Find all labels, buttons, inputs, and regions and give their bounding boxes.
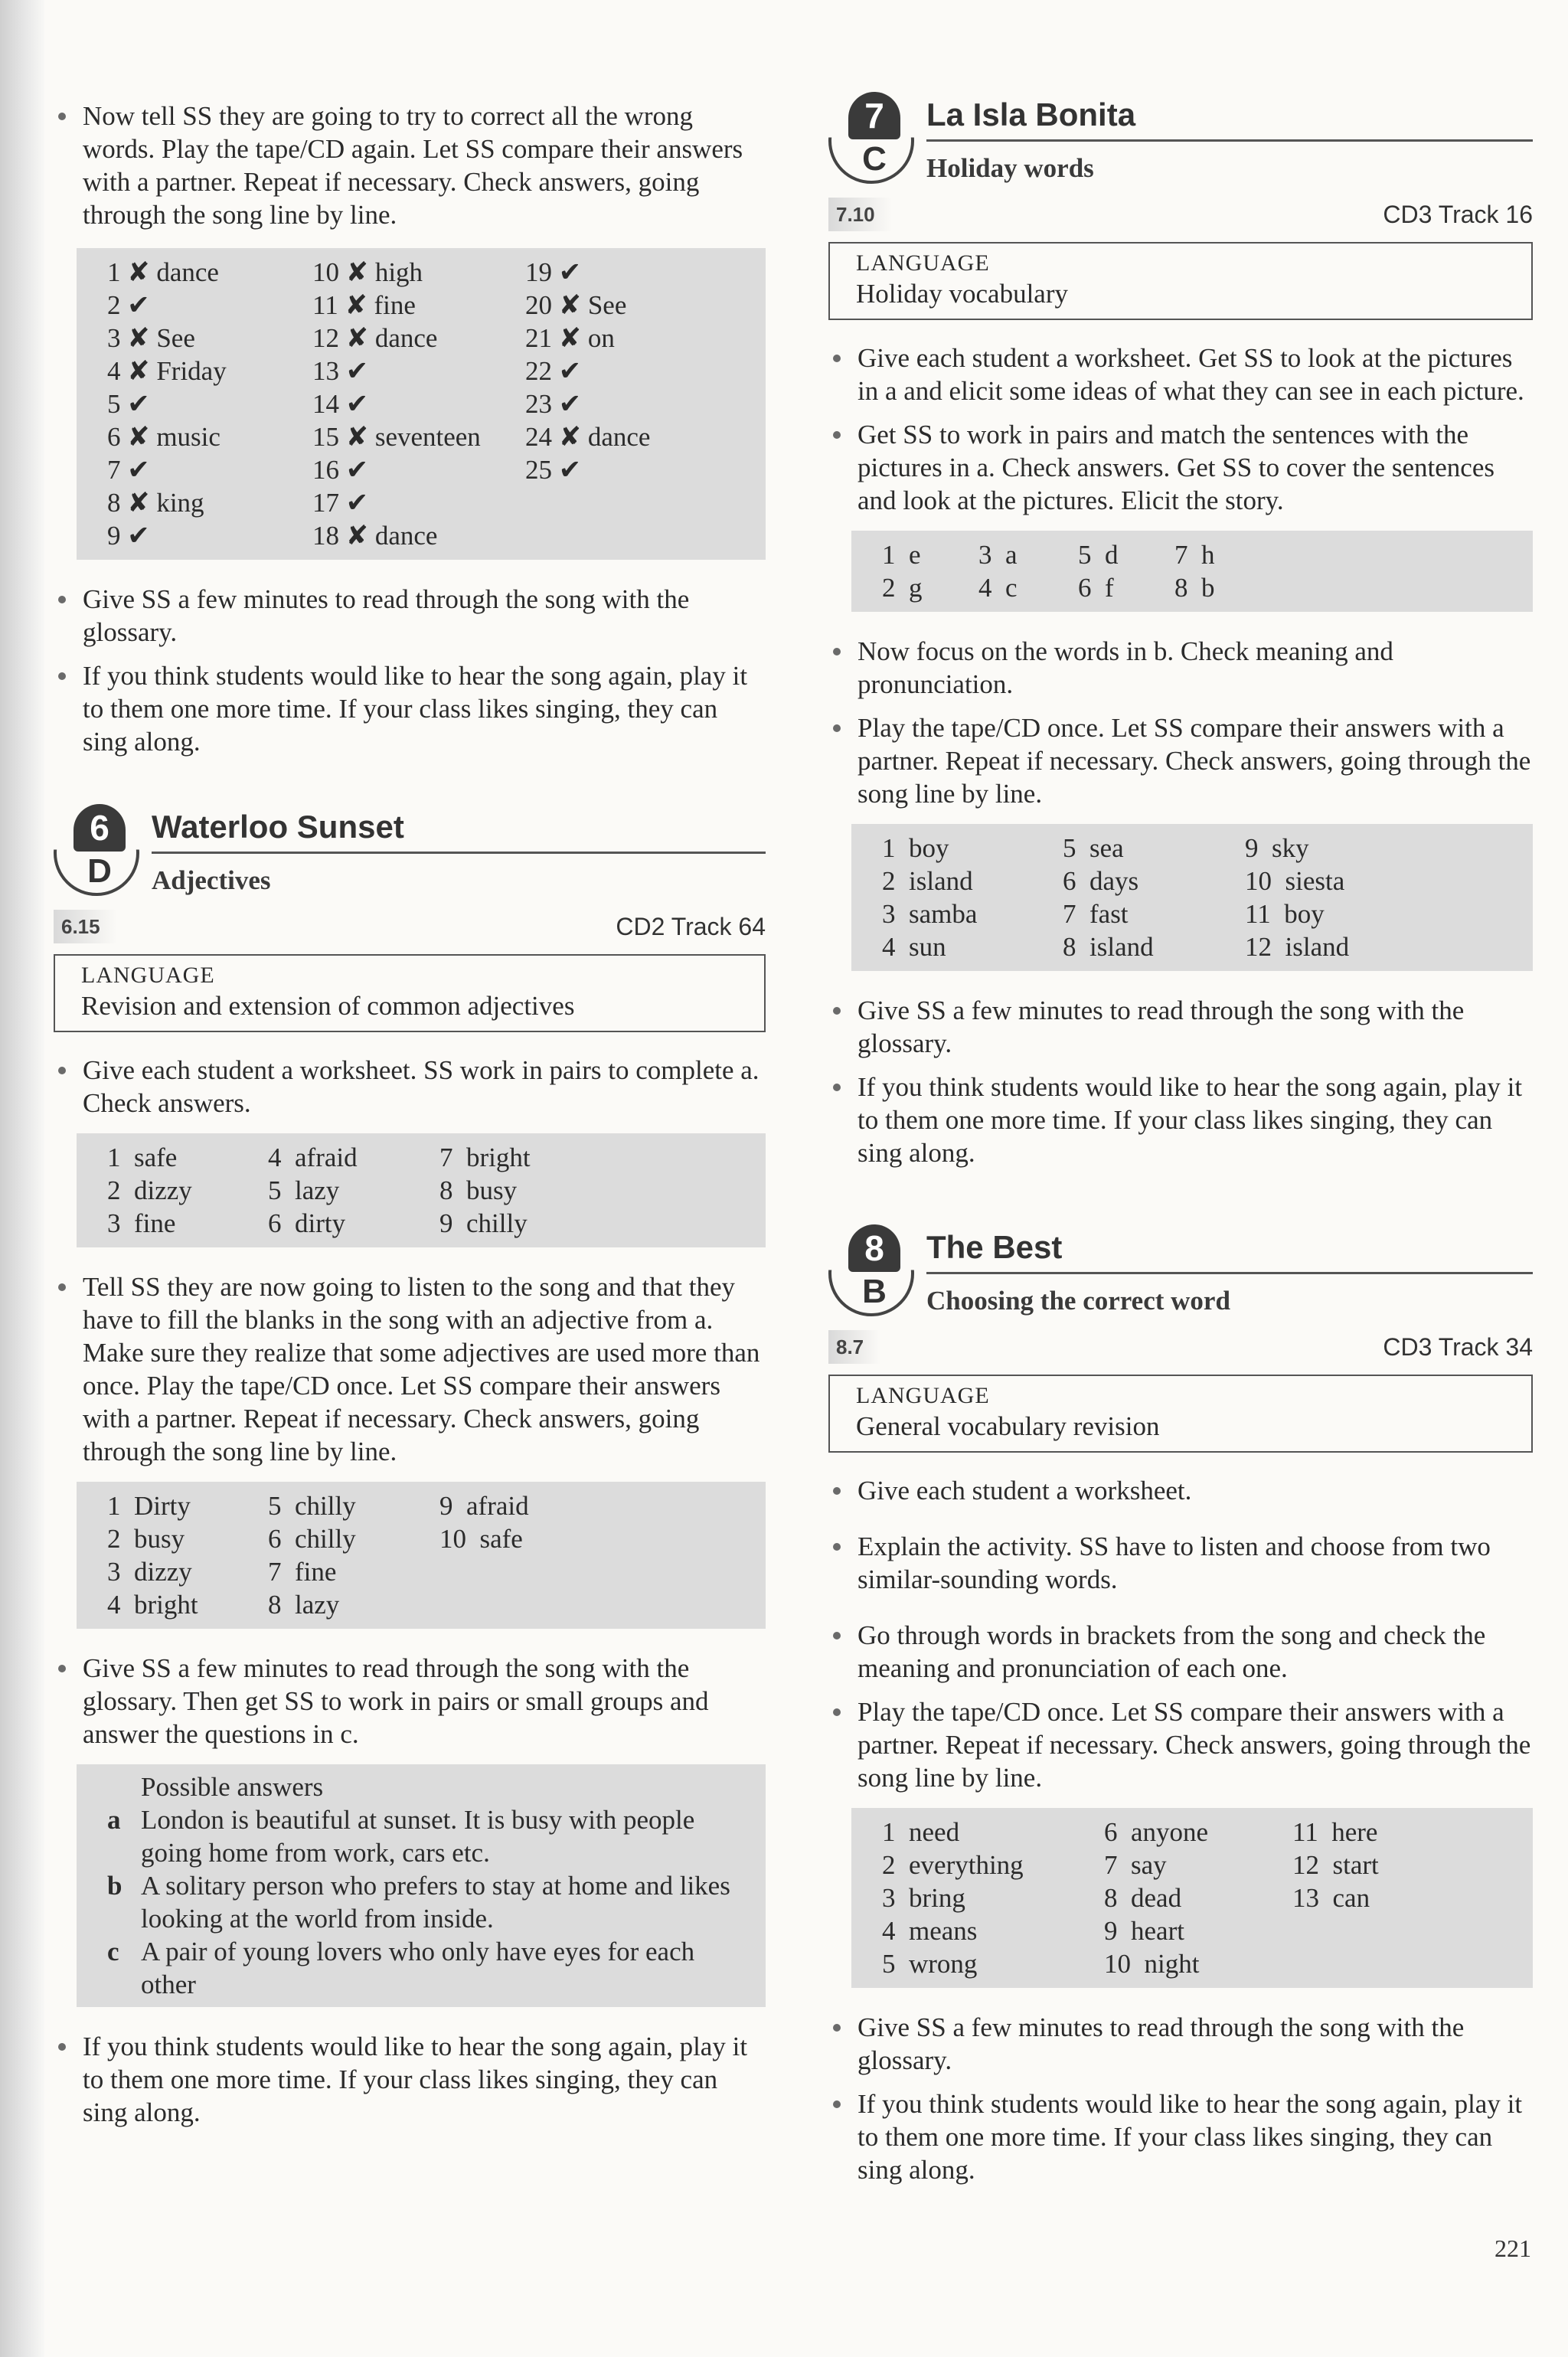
track-code: 7.10 [828, 198, 892, 231]
possible-answer [107, 1935, 747, 2001]
answer-item: 12 island [1245, 932, 1350, 962]
answer-item: 5 sea [1063, 833, 1124, 863]
possible-answer [107, 1869, 747, 1935]
track-row [828, 198, 1533, 231]
answer-item: 5 lazy [268, 1175, 340, 1205]
answer-item: 8 ✘ king [107, 488, 204, 518]
answer-letter: c [107, 1937, 119, 1966]
answer-item: 2 island [882, 866, 973, 896]
section-letter: B [862, 1273, 887, 1310]
bullet-glossary: Give SS a few minutes to read through the song with the glossary. [54, 583, 766, 649]
answer-item: 8 busy [439, 1175, 518, 1205]
answer-item: 1 need [882, 1817, 960, 1847]
answer-item: 1 safe [107, 1143, 178, 1172]
track-row [828, 1330, 1533, 1364]
language-box [828, 1375, 1533, 1453]
right-column [828, 92, 1533, 2197]
answer-col-3 [1245, 832, 1514, 963]
bullet-8-3: Go through words in brackets from the song and check the meaning and pronunciation of each one. [828, 1619, 1533, 1685]
bullet-7-5: Give SS a few minutes to read through the song with the glossary. [828, 994, 1533, 1060]
answer-item: 9 afraid [439, 1491, 529, 1521]
answer-col-2 [312, 256, 525, 552]
answer-item: 12 ✘ dance [312, 323, 438, 353]
answer-item: 6 anyone [1104, 1817, 1209, 1847]
answer-item: 7 h [1174, 540, 1215, 570]
answer-item: 6 f [1078, 573, 1114, 603]
section-badge [828, 1224, 920, 1316]
section-8-header [828, 1224, 1533, 1324]
answer-item: 3 samba [882, 899, 978, 929]
answer-item: 6 dirty [268, 1208, 346, 1238]
bullet-6c: Give SS a few minutes to read through the song with the glossary. Then get SS to work in pairs or small groups and answer the questions in c. [54, 1652, 766, 1751]
answer-item: 5 wrong [882, 1949, 978, 1979]
answer-item: 4 bright [107, 1590, 198, 1620]
answer-col-1 [107, 256, 312, 552]
answer-col-1 [107, 1489, 268, 1621]
answer-col-4 [1174, 538, 1514, 604]
language-box [828, 242, 1533, 320]
cd-track: CD2 Track 64 [616, 913, 766, 940]
answer-col-2 [1063, 832, 1245, 963]
answer-item: 13 ✔ [312, 356, 369, 386]
answer-col-3 [1078, 538, 1174, 604]
possible-answers-heading: Possible answers [141, 1772, 324, 1802]
section-title: The Best [926, 1228, 1533, 1274]
answer-item: 6 ✘ music [107, 422, 220, 452]
language-text: Holiday vocabulary [856, 279, 1068, 309]
answer-col-3 [439, 1141, 747, 1240]
answer-item: 10 safe [439, 1524, 523, 1554]
answer-col-3 [1292, 1816, 1514, 1980]
answer-col-1 [882, 538, 978, 604]
section-title: La Isla Bonita [926, 95, 1533, 142]
answer-item: 10 ✘ high [312, 257, 423, 287]
answer-item: 20 ✘ See [525, 290, 627, 320]
answer-item: 11 here [1292, 1817, 1378, 1847]
answer-col-3 [525, 256, 747, 552]
answer-item: 5 ✔ [107, 389, 150, 419]
answer-item: 16 ✔ [312, 455, 369, 485]
answer-col-3 [439, 1489, 747, 1621]
answer-item: 7 fine [268, 1557, 337, 1587]
answer-item: 9 chilly [439, 1208, 528, 1238]
answer-item: 1 boy [882, 833, 949, 863]
answer-item: 8 island [1063, 932, 1154, 962]
answer-col-2 [268, 1489, 439, 1621]
section-subtitle: Choosing the correct word [926, 1286, 1230, 1316]
bullet-7-3: Now focus on the words in b. Check meaning and pronunciation. [828, 635, 1533, 701]
bullet-8-5: Give SS a few minutes to read through the song with the glossary. [828, 2011, 1533, 2077]
answer-item: 6 days [1063, 866, 1139, 896]
answer-text: A pair of young lovers who only have eyes for each other [141, 1937, 695, 1999]
answer-item: 7 bright [439, 1143, 531, 1172]
answer-item: 11 ✘ fine [312, 290, 416, 320]
language-label: LANGUAGE [81, 963, 215, 988]
answer-item: 22 ✔ [525, 356, 582, 386]
answer-item: 4 means [882, 1916, 978, 1946]
answer-letter: a [107, 1805, 121, 1835]
answer-item: 7 ✔ [107, 455, 150, 485]
bullet-7-4: Play the tape/CD once. Let SS compare their answers with a partner. Repeat if necessary. Check answers, going through the song line by line. [828, 711, 1533, 810]
page-number: 221 [1494, 2234, 1531, 2262]
answer-item: 3 dizzy [107, 1557, 192, 1587]
answer-item: 4 ✘ Friday [107, 356, 227, 386]
answer-item: 3 ✘ See [107, 323, 195, 353]
answer-item: 4 c [978, 573, 1018, 603]
answer-item: 21 ✘ on [525, 323, 615, 353]
section-6-header [54, 804, 766, 904]
language-label: LANGUAGE [856, 1383, 990, 1408]
bullet-6a: Give each student a worksheet. SS work in pairs to complete a. Check answers. [54, 1054, 766, 1120]
section-number: 6 [74, 804, 126, 852]
answer-item: 15 ✘ seventeen [312, 422, 481, 452]
answer-item: 1 ✘ dance [107, 257, 219, 287]
answer-box-7b [851, 824, 1533, 971]
answer-item: 2 busy [107, 1524, 185, 1554]
answer-item: 9 sky [1245, 833, 1309, 863]
answer-item: 7 fast [1063, 899, 1129, 929]
track-row [54, 910, 766, 943]
left-column [54, 100, 766, 2140]
bullet-7-6: If you think students would like to hear the song again, play it to them one more time. If your class likes singing, they can sing along. [828, 1071, 1533, 1169]
answer-col-2 [268, 1141, 439, 1240]
answer-box-7a [851, 531, 1533, 612]
language-text: Revision and extension of common adjectives [81, 991, 575, 1021]
answer-item: 10 siesta [1245, 866, 1345, 896]
answer-box-song5 [77, 248, 766, 560]
answer-item: 1 Dirty [107, 1491, 191, 1521]
bullet-7-1: Give each student a worksheet. Get SS to look at the pictures in a and elicit some ideas of what they can see in each picture. [828, 342, 1533, 407]
answer-item: 25 ✔ [525, 455, 582, 485]
answer-item: 2 dizzy [107, 1175, 192, 1205]
answer-item: 5 chilly [268, 1491, 356, 1521]
bullet-8-2: Explain the activity. SS have to listen and choose from two similar-sounding words. [828, 1530, 1533, 1596]
answer-item: 2 g [882, 573, 923, 603]
answer-item: 13 can [1292, 1883, 1370, 1913]
answer-col-2 [978, 538, 1078, 604]
answer-item: 8 b [1174, 573, 1215, 603]
answer-box-6a [77, 1133, 766, 1247]
answer-item: 9 ✔ [107, 521, 150, 551]
section-number: 8 [848, 1224, 900, 1272]
answer-item: 14 ✔ [312, 389, 369, 419]
answer-item: 8 dead [1104, 1883, 1182, 1913]
answer-item: 5 d [1078, 540, 1119, 570]
answer-box-8 [851, 1808, 1533, 1988]
answer-item: 4 afraid [268, 1143, 358, 1172]
bullet-intro: Now tell SS they are going to try to correct all the wrong words. Play the tape/CD again. Let SS compare their answers with a partner. Repeat if necessary. Check answers, going through the song line by line. [54, 100, 766, 231]
answer-item: 3 fine [107, 1208, 176, 1238]
section-title: Waterloo Sunset [152, 807, 766, 854]
section-7-header [828, 92, 1533, 191]
bullet-8-6: If you think students would like to hear the song again, play it to them one more time. If your class likes singing, they can sing along. [828, 2087, 1533, 2186]
bullet-8-1: Give each student a worksheet. [828, 1474, 1533, 1507]
answer-item: 18 ✘ dance [312, 521, 438, 551]
answer-item: 10 night [1104, 1949, 1200, 1979]
section-badge [54, 804, 145, 896]
cd-track: CD3 Track 34 [1383, 1333, 1533, 1361]
answer-item: 9 heart [1104, 1916, 1184, 1946]
bullet-7-2: Get SS to work in pairs and match the sentences with the pictures in a. Check answers. Get SS to cover the sentences and look at the pictures. Elicit the story. [828, 418, 1533, 517]
bullet-6-sing-along: If you think students would like to hear the song again, play it to them one more time. If your class likes singing, they can sing along. [54, 2030, 766, 2129]
answer-item: 12 start [1292, 1850, 1379, 1880]
answer-item: 24 ✘ dance [525, 422, 651, 452]
language-text: General vocabulary revision [856, 1411, 1160, 1441]
section-number: 7 [848, 92, 900, 139]
section-letter: C [862, 140, 887, 178]
answer-col-1 [107, 1141, 268, 1240]
answer-item: 3 bring [882, 1883, 965, 1913]
section-letter: D [87, 852, 112, 890]
answer-item: 3 a [978, 540, 1018, 570]
possible-answer [107, 1803, 747, 1869]
answer-text: London is beautiful at sunset. It is busy with people going home from work, cars etc. [141, 1805, 695, 1868]
answer-item: 2 everything [882, 1850, 1024, 1880]
language-label: LANGUAGE [856, 250, 990, 276]
track-code: 6.15 [54, 910, 117, 943]
answer-item: 8 lazy [268, 1590, 340, 1620]
bullet-sing-along: If you think students would like to hear the song again, play it to them one more time. If your class likes singing, they can sing along. [54, 659, 766, 758]
section-badge [828, 92, 920, 184]
answer-item: 7 say [1104, 1850, 1167, 1880]
answer-col-1 [882, 1816, 1104, 1980]
answer-item: 4 sun [882, 932, 946, 962]
answer-item: 17 ✔ [312, 488, 369, 518]
answer-item: 19 ✔ [525, 257, 582, 287]
language-box [54, 954, 766, 1032]
track-code: 8.7 [828, 1330, 880, 1364]
answer-text: A solitary person who prefers to stay at home and likes looking at the world from inside. [141, 1871, 730, 1934]
answer-letter: b [107, 1871, 122, 1901]
answer-item: 1 e [882, 540, 921, 570]
section-subtitle: Holiday words [926, 153, 1094, 183]
answer-box-6b [77, 1482, 766, 1629]
answer-item: 2 ✔ [107, 290, 150, 320]
answer-item: 23 ✔ [525, 389, 582, 419]
possible-answers-box [77, 1764, 766, 2007]
answer-item: 11 boy [1245, 899, 1325, 929]
answer-col-1 [882, 832, 1063, 963]
bullet-8-4: Play the tape/CD once. Let SS compare their answers with a partner. Repeat if necessary. Check answers, going through the song line by line. [828, 1695, 1533, 1794]
section-subtitle: Adjectives [152, 865, 271, 895]
book-spine-shadow [0, 0, 44, 2357]
answer-col-2 [1104, 1816, 1292, 1980]
answer-item: 6 chilly [268, 1524, 356, 1554]
bullet-6b: Tell SS they are now going to listen to the song and that they have to fill the blanks in the song with an adjective from a. Make sure they realize that some adjectives are used more than once. Play the tape/CD once. Let SS compare their answers with a partner. Repeat if necessary. Check answers, going through the song line by line. [54, 1270, 766, 1468]
cd-track: CD3 Track 16 [1383, 201, 1533, 228]
